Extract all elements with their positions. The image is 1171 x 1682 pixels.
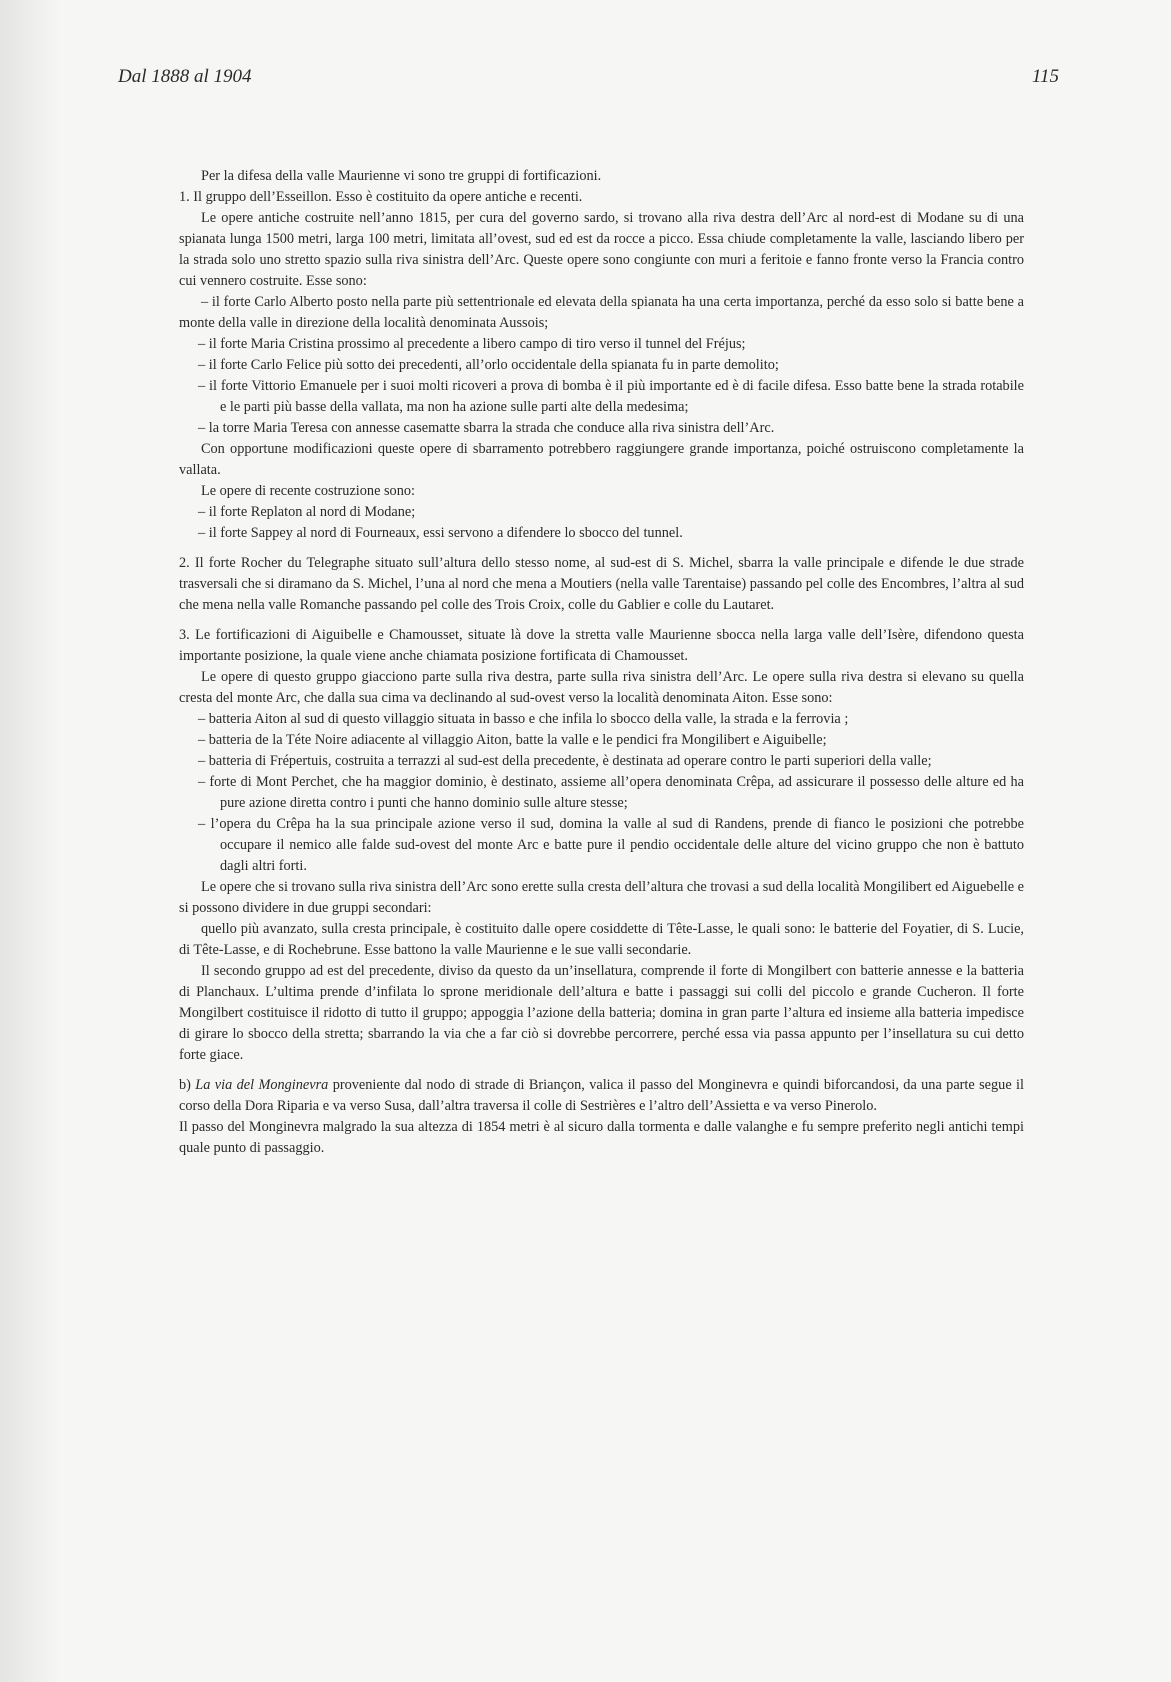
list-item: – il forte Vittorio Emanuele per i suoi molti ricoveri a prova di bomba è il più importante ed è di facile difesa. Esso batte bene la strada rotabile e le parti più basse della vallata, ma non ha azione sulle parti alte della medesima;: [198, 378, 1024, 415]
section-b-label: b): [179, 1077, 191, 1093]
list-item: – l’opera du Crêpa ha la sua principale azione verso il sud, domina la valle al sud di Randens, prende di fianco le posizioni che potrebbe occupare il nemico alle falde sud-ovest del monte Arc e batte pure il pendio occidentale delle alture del vicino gruppo che non è battuto dagli altri forti.: [198, 816, 1024, 874]
section-b-text: proveniente dal nodo di strade di Briançon, valica il passo del Monginevra e quindi biforcandosi, da una parte segue il corso della Dora Riparia e va verso Susa, dall’altra traversa il colle di Sestrières e l’altro dell’Assietta e va verso Pinerolo.: [179, 1077, 1024, 1114]
paragraph: Con opportune modificazioni queste opere di sbarramento potrebbero raggiungere grande importanza, poiché ostruiscono completamente la vallata.: [179, 441, 1024, 478]
paragraph: 3. Le fortificazioni di Aiguibelle e Chamousset, situate là dove la stretta valle Maurienne sbocca nella larga valle dell’Isère, difendono questa importante posizione, la quale viene anche chiamata posizione fortificata di Chamousset.: [179, 627, 1024, 664]
section-b-paragraph: [179, 1075, 1024, 1117]
section-b-title: La via del Monginevra: [195, 1077, 329, 1093]
list-item: – forte di Mont Perchet, che ha maggior dominio, è destinato, assieme all’opera denominata Crêpa, ad assicurare il possesso delle alture ed ha pure azione diretta contro i punti che hanno dominio sulle alture stesse;: [198, 774, 1024, 811]
paragraph: – il forte Carlo Alberto posto nella parte più settentrionale ed elevata della spianata ha una certa importanza, perché da esso solo si batte bene a monte della valle in direzione della località denominata Aussois;: [179, 294, 1024, 331]
list-item: – il forte Maria Cristina prossimo al precedente a libero campo di tiro verso il tunnel del Fréjus;: [198, 336, 746, 352]
running-head: Dal 1888 al 1904: [118, 66, 252, 87]
closing-paragraph: Il passo del Monginevra malgrado la sua altezza di 1854 metri è al sicuro dalla tormenta e dalle valanghe e fu sempre preferito negli antichi tempi quale punto di passaggio.: [179, 1119, 1024, 1156]
paragraph: quello più avanzato, sulla cresta principale, è costituito dalle opere cosiddette di Tête-Lasse, le quali sono: le batterie del Foyatier, di S. Lucie, di Tête-Lasse, e di Rochebrune. Esse battono la valle Maurienne e le sue valli secondarie.: [179, 921, 1024, 958]
list-item: – il forte Replaton al nord di Modane;: [198, 504, 416, 520]
paragraph: Le opere che si trovano sulla riva sinistra dell’Arc sono erette sulla cresta dell’altura che trovasi a sud della località Mongilibert ed Aiguebelle e si possono dividere in due gruppi secondari:: [179, 879, 1024, 916]
paragraph: Le opere di recente costruzione sono:: [201, 483, 415, 499]
page-number: 115: [1031, 66, 1059, 87]
list-item: – il forte Sappey al nord di Fourneaux, essi servono a difendere lo sbocco del tunnel.: [198, 525, 683, 541]
page-body: [179, 166, 1024, 1159]
paragraph: 2. Il forte Rocher du Telegraphe situato sull’altura dello stesso nome, al sud-est di S. Michel, sbarra la valle principale e difende le due strade trasversali che si diramano da S. Michel, l’una al nord che mena a Moutiers (nella valle Tarentaise) passando pel colle des Encombres, l’altra al sud che mena nella valle Romanche passando pel colle des Trois Croix, colle du Gablier e colle du Lautaret.: [179, 555, 1024, 613]
paragraph-list: [179, 166, 1024, 1066]
page-gutter-shadow: [0, 0, 60, 1682]
paragraph: Il secondo gruppo ad est del precedente, diviso da questo da un’insellatura, comprende il forte di Mongilbert con batterie annesse e la batteria di Planchaux. L’ultima prende d’infilata lo sprone meridionale dell’altura e batte i passaggi sui colli del piccolo e grande Cucheron. Il forte Mongilbert costituisce il ridotto di tutto il gruppo; appoggia l’azione della batteria; domina in gran parte l’altura ed insieme alla batteria impedisce di girare lo sbocco della stretta; sbarrando la via che a far ciò si dovrebbe percorrere, perché essa via passa appunto per l’insellatura su cui detto forte giace.: [179, 963, 1024, 1063]
paragraph: Le opere di questo gruppo giacciono parte sulla riva destra, parte sulla riva sinistra dell’Arc. Le opere sulla riva destra si elevano su quella cresta del monte Arc, che dalla sua cima va declinando al sud-ovest verso la località denominata Aiton. Esse sono:: [179, 669, 1024, 706]
paragraph: 1. Il gruppo dell’Esseillon. Esso è costituito da opere antiche e recenti.: [179, 189, 583, 205]
page-header: [118, 66, 1059, 96]
paragraph: Per la difesa della valle Maurienne vi sono tre gruppi di fortificazioni.: [201, 168, 602, 184]
list-item: – batteria Aiton al sud di questo villaggio situata in basso e che infila lo sbocco della valle, la strada e la ferrovia ;: [198, 711, 849, 727]
list-item: – la torre Maria Teresa con annesse casematte sbarra la strada che conduce alla riva sinistra dell’Arc.: [198, 420, 775, 436]
list-item: – batteria de la Téte Noire adiacente al villaggio Aiton, batte la valle e le pendici fra Mongilibert e Aiguibelle;: [198, 732, 827, 748]
paragraph: Le opere antiche costruite nell’anno 1815, per cura del governo sardo, si trovano alla riva destra dell’Arc al nord-est di Modane su di una spianata lunga 1500 metri, larga 100 metri, limitata all’ovest, sud ed est da rocce a picco. Essa chiude completamente la valle, lasciando libero per la strada solo uno stretto spazio sulla riva sinistra dell’Arc. Queste opere sono congiunte con muri a feritoie e fanno fronte verso la Francia contro cui vennero costruite. Esse sono:: [179, 210, 1024, 289]
list-item: – il forte Carlo Felice più sotto dei precedenti, all’orlo occidentale della spianata fu in parte demolito;: [198, 357, 779, 373]
list-item: – batteria di Frépertuis, costruita a terrazzi al sud-est della precedente, è destinata ad operare contro le parti superiori della valle;: [198, 753, 932, 769]
